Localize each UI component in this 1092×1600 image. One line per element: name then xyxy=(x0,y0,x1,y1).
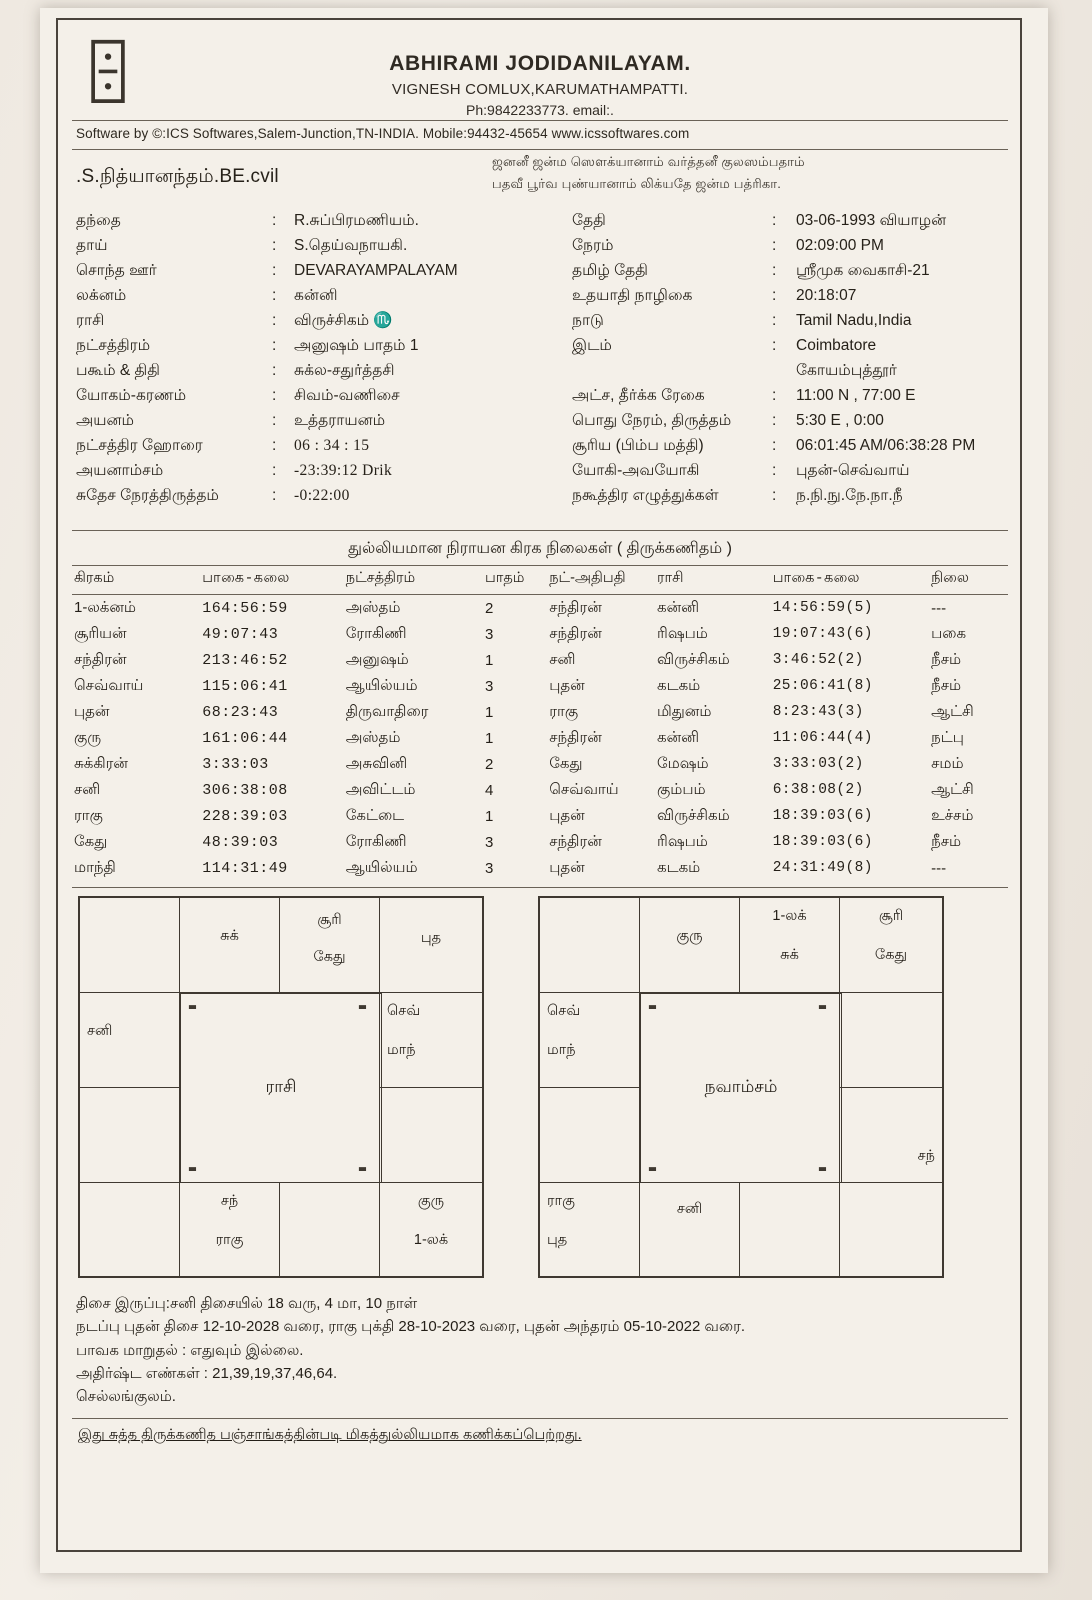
detail-colon: : xyxy=(272,487,277,504)
cell-planet: சந்திரன் xyxy=(74,650,127,668)
rasi-cell-4: புத xyxy=(379,897,483,993)
rasi-cell-9-line1: சந் xyxy=(220,1193,239,1209)
rasi-cell-3-line2: கேது xyxy=(313,949,346,966)
col-header-rasi-degree: பாகை-கலை xyxy=(772,570,860,587)
detail-label-father: தந்தை xyxy=(76,212,121,229)
navamsam-cell-12-line2: மாந் xyxy=(547,1042,576,1059)
detail-colon: : xyxy=(772,387,777,404)
navamsam-cell-6: சந் xyxy=(839,1087,943,1183)
cell-pada: 3 xyxy=(485,677,494,695)
software-credit: Software by ©:ICS Softwares,Salem-Junction,TN-INDIA. Mobile:94432-45654 www.icssoftwares.com xyxy=(76,126,690,141)
cell-planet: மாந்தி xyxy=(74,858,116,876)
cell-status: --- xyxy=(931,599,947,617)
cell-star: அஸ்தம் xyxy=(345,598,401,616)
rasi-chart xyxy=(78,896,484,1278)
detail-label-rasi: ராசி xyxy=(76,312,105,329)
table-row xyxy=(72,751,1008,777)
detail-colon: : xyxy=(772,437,777,454)
cell-star-lord: புதன் xyxy=(549,858,585,876)
rasi-cell-7-line1: குரு xyxy=(417,1193,445,1209)
rasi-cell-9-line2: ராகு xyxy=(215,1232,244,1249)
cell-rasi: விருச்சிகம் xyxy=(657,650,730,668)
cell-star-lord: புதன் xyxy=(549,676,585,694)
detail-value-yogi-avayogi: புதன்-செவ்வாய் xyxy=(796,462,910,479)
navamsam-cell-11 xyxy=(539,1087,640,1183)
cell-rasi: கன்னி xyxy=(657,598,700,616)
cell-planet: சூரியன் xyxy=(74,624,127,642)
detail-colon: : xyxy=(272,262,277,279)
col-header-star: நட்சத்திரம் xyxy=(345,570,416,586)
detail-label-yogam-karanam: யோகம்-கரணம் xyxy=(76,387,187,404)
shop-contact: Ph:9842233773. email:. xyxy=(466,102,614,118)
rasi-chart-center-label: ராசி xyxy=(265,1077,297,1096)
cell-status: ஆட்சி xyxy=(931,702,974,720)
detail-value-natchathiram: அனுஷம் பாதம் 1 xyxy=(294,337,419,354)
rasi-cell-5-line2: மாந் xyxy=(387,1042,416,1059)
detail-label-native-place: சொந்த ஊர் xyxy=(76,262,157,279)
shop-subtitle: VIGNESH COMLUX,KARUMATHAMPATTI. xyxy=(391,81,689,98)
cell-status: ஆட்சி xyxy=(931,780,974,798)
table-row xyxy=(72,777,1008,803)
detail-colon: : xyxy=(772,337,777,354)
birth-details xyxy=(72,208,1008,528)
detail-value-lagnam: கன்னி xyxy=(294,287,338,304)
ornament-corner-icon: ╸ xyxy=(359,994,373,1020)
rasi-cell-11 xyxy=(79,1087,180,1183)
cell-degree: 48:39:03 xyxy=(202,833,279,851)
rasi-cell-3 xyxy=(279,897,380,993)
detail-value-local-time-correction: -0:22:00 xyxy=(294,487,350,504)
detail-label-natchathiram: நட்சத்திரம் xyxy=(76,337,151,354)
cell-star: ஆயில்யம் xyxy=(345,676,418,694)
rasi-cell-7-line2: 1-லக் xyxy=(413,1232,449,1249)
cell-rasi: கும்பம் xyxy=(657,780,706,798)
navamsam-chart-center-label: நவாம்சம் xyxy=(704,1077,778,1096)
navamsam-cell-9: சனி xyxy=(639,1182,740,1278)
cell-star-lord: புதன் xyxy=(549,806,585,824)
detail-value-yogam-karanam: சிவம்-வணிசை xyxy=(294,387,400,404)
planet-positions-section xyxy=(72,530,1008,888)
rasi-cell-6 xyxy=(379,1087,483,1183)
detail-value-date: 03-06-1993 வியாழன் xyxy=(796,212,947,229)
navamsam-cell-8 xyxy=(739,1182,840,1278)
cell-rasi: கன்னி xyxy=(657,728,700,746)
table-row xyxy=(72,855,1008,881)
detail-value-sunrise-sunset: 06:01:45 AM/06:38:28 PM xyxy=(796,437,976,454)
ornament-corner-icon: ╸ xyxy=(649,994,663,1020)
detail-colon: : xyxy=(272,362,277,379)
lucky-numbers-line: அதிர்ஷ்ட எண்கள் : 21,39,19,37,46,64. xyxy=(76,1364,338,1382)
table-row xyxy=(72,725,1008,751)
detail-value-paksham-thithi: சுக்ல-சதுர்த்தசி xyxy=(294,362,395,379)
extra-line: செல்லங்குலம். xyxy=(76,1388,176,1405)
navamsam-cell-1 xyxy=(539,897,640,993)
detail-colon: : xyxy=(772,462,777,479)
cell-pada: 2 xyxy=(485,599,494,617)
detail-colon: : xyxy=(772,287,777,304)
dasa-balance-line: திசை இருப்பு:சனி திசையில் 18 வரு, 4 மா, 10 நாள் xyxy=(76,1295,418,1312)
rasi-cell-1 xyxy=(79,897,180,993)
rasi-cell-2: சுக் xyxy=(179,897,280,993)
cell-star-lord: சந்திரன் xyxy=(549,728,602,746)
ornament-corner-icon: ╸ xyxy=(189,994,203,1020)
cell-status: நீசம் xyxy=(931,650,962,668)
current-dasa-line: நடப்பு புதன் திசை 12-10-2028 வரை, ராகு புக்தி 28-10-2023 வரை, புதன் அந்தரம் 05-10-2022 வரை. xyxy=(76,1318,745,1336)
document-header xyxy=(72,30,1008,116)
invocation-line-2: பதவீ பூர்வ புண்யானாம் லிக்யதே ஜன்ம பத்ரிகா. xyxy=(492,176,782,191)
cell-degree: 3:33:03 xyxy=(202,755,269,773)
col-header-degree: பாகை-கலை xyxy=(202,570,290,587)
detail-label-natchathira-horai: நட்சத்திர ஹோரை xyxy=(76,437,203,454)
planet-table-title: துல்லியமான நிராயன கிரக நிலைகள் ( திருக்கணிதம் ) xyxy=(348,540,732,557)
table-row xyxy=(72,699,1008,725)
paper-sheet xyxy=(40,8,1048,1573)
charts-section xyxy=(72,896,1008,1286)
cell-rasi-degree: 18:39:03(6) xyxy=(772,834,873,850)
cell-rasi-degree: 14:56:59(5) xyxy=(772,600,873,616)
cell-star: கேட்டை xyxy=(345,806,405,824)
detail-colon: : xyxy=(272,312,277,329)
cell-rasi: ரிஷபம் xyxy=(657,832,708,850)
detail-colon: : xyxy=(272,337,277,354)
detail-colon: : xyxy=(772,212,777,229)
table-row xyxy=(72,621,1008,647)
cell-rasi-degree: 3:46:52(2) xyxy=(772,652,864,668)
detail-label-lagnam: லக்னம் xyxy=(76,287,127,304)
detail-label-natchathira-letters: நகூத்திர எழுத்துக்கள் xyxy=(572,487,719,504)
detail-value-udhayadhi-nazhigai: 20:18:07 xyxy=(796,287,857,304)
navamsam-cell-5 xyxy=(839,992,943,1088)
detail-label-yogi-avayogi: யோகி-அவயோகி xyxy=(572,462,700,479)
bhava-change-line: பாவக மாறுதல் : எதுவும் இல்லை. xyxy=(76,1341,304,1359)
detail-colon: : xyxy=(772,262,777,279)
detail-label-ayanamsam: அயனாம்சம் xyxy=(76,462,164,479)
dasa-summary xyxy=(72,1292,1008,1408)
detail-colon: : xyxy=(272,412,277,429)
ornament-corner-icon: ╸ xyxy=(819,994,833,1020)
rasi-cell-7 xyxy=(379,1182,483,1278)
cell-star-lord: சந்திரன் xyxy=(549,598,602,616)
detail-value-tamil-date: ஸ்ரீமுக வைகாசி-21 xyxy=(796,262,930,279)
detail-label-udhayadhi-nazhigai: உதயாதி நாழிகை xyxy=(572,287,693,304)
cell-pada: 2 xyxy=(485,755,494,773)
cell-degree: 68:23:43 xyxy=(202,703,279,721)
detail-label-time: நேரம் xyxy=(572,237,614,254)
cell-pada: 1 xyxy=(485,703,494,721)
page-border xyxy=(56,18,1022,1552)
cell-status: சமம் xyxy=(931,754,964,772)
navamsam-cell-7 xyxy=(839,1182,943,1278)
cell-star: அசுவினி xyxy=(345,754,408,772)
cell-star: ஆயில்யம் xyxy=(345,858,418,876)
navamsam-cell-12 xyxy=(539,992,640,1088)
detail-colon: : xyxy=(272,212,277,229)
cell-pada: 1 xyxy=(485,807,494,825)
cell-degree: 306:38:08 xyxy=(202,781,288,799)
detail-value-natchathira-horai: 06 : 34 : 15 xyxy=(294,437,370,454)
cell-planet: சுக்கிரன் xyxy=(74,754,128,772)
navamsam-cell-4-line1: சூரி xyxy=(878,908,904,924)
rasi-cell-10 xyxy=(79,1182,180,1278)
detail-colon: : xyxy=(272,437,277,454)
cell-pada: 1 xyxy=(485,651,494,669)
ornament-corner-icon: ╸ xyxy=(819,1156,833,1182)
cell-degree: 228:39:03 xyxy=(202,807,288,825)
detail-colon: : xyxy=(272,237,277,254)
cell-rasi-degree: 11:06:44(4) xyxy=(772,730,873,746)
rasi-cell-8 xyxy=(279,1182,380,1278)
cell-star: அனுஷம் xyxy=(345,650,409,668)
cell-pada: 3 xyxy=(485,833,494,851)
rasi-cell-12: சனி xyxy=(79,992,180,1088)
cell-degree: 115:06:41 xyxy=(202,677,288,695)
cell-planet: குரு xyxy=(74,728,102,746)
cell-status: நீசம் xyxy=(931,832,962,850)
cell-rasi: விருச்சிகம் xyxy=(657,806,730,824)
cell-star: அவிட்டம் xyxy=(345,780,416,798)
cell-star-lord: கேது xyxy=(549,754,583,772)
detail-colon: : xyxy=(772,412,777,429)
invocation-block xyxy=(72,150,1008,208)
cell-planet: சனி xyxy=(74,780,101,798)
detail-value-native-place: DEVARAYAMPALAYAM xyxy=(294,262,458,279)
table-row xyxy=(72,595,1008,622)
detail-label-local-time-correction: சுதேச நேரத்திருத்தம் xyxy=(76,487,219,504)
detail-value-natchathira-letters: ந.நி.நு.நே.நா.நீ xyxy=(796,487,903,504)
cell-status: --- xyxy=(931,859,947,877)
detail-value-father: R.சுப்பிரமணியம். xyxy=(294,212,419,229)
rasi-chart-center xyxy=(180,993,382,1183)
detail-colon: : xyxy=(272,287,277,304)
cell-star-lord: செவ்வாய் xyxy=(549,780,619,798)
cell-rasi: ரிஷபம் xyxy=(657,624,708,642)
cell-planet: கேது xyxy=(74,832,108,850)
ornament-corner-icon: ╸ xyxy=(649,1156,663,1182)
table-header-row xyxy=(72,566,1008,595)
navamsam-cell-2: குரு xyxy=(639,897,740,993)
navamsam-cell-3-line1: 1-லக் xyxy=(772,908,807,924)
detail-label-lat-long: அட்ச, தீர்க்க ரேகை xyxy=(572,387,705,404)
rasi-cell-3-line1: சூரி xyxy=(317,912,342,928)
cell-degree: 164:56:59 xyxy=(202,599,288,617)
cell-star-lord: சந்திரன் xyxy=(549,832,602,850)
table-row xyxy=(72,673,1008,699)
cell-rasi: கடகம் xyxy=(657,676,701,694)
rasi-cell-5-line1: செவ் xyxy=(387,1003,421,1019)
detail-label-tamil-date: தமிழ் தேதி xyxy=(572,262,648,279)
planet-positions-table xyxy=(72,566,1008,881)
cell-star-lord: சனி xyxy=(549,650,576,668)
cell-rasi-degree: 8:23:43(3) xyxy=(772,704,864,720)
ornament-corner-icon: ╸ xyxy=(189,1156,203,1182)
detail-value-standard-time: 5:30 E , 0:00 xyxy=(796,412,884,429)
cell-star-lord: ராகு xyxy=(549,702,579,720)
cell-planet: ராகு xyxy=(74,806,103,824)
rasi-cell-9 xyxy=(179,1182,280,1278)
rasi-cell-5 xyxy=(379,992,483,1088)
detail-colon: : xyxy=(772,487,777,504)
cell-pada: 4 xyxy=(485,781,494,799)
detail-colon: : xyxy=(272,387,277,404)
detail-label-mother: தாய் xyxy=(76,237,108,254)
navamsam-cell-10-line2: புத xyxy=(547,1232,568,1249)
detail-value-lat-long: 11:00 N , 77:00 E xyxy=(796,387,916,404)
person-name: .S.நித்யானந்தம்.BE.cvil xyxy=(76,166,279,187)
detail-label-sunrise-sunset: சூரிய (பிம்ப மத்தி) xyxy=(572,437,704,454)
detail-colon: : xyxy=(772,237,777,254)
detail-value-country: Tamil Nadu,India xyxy=(796,312,912,329)
cell-planet: புதன் xyxy=(74,702,110,720)
cell-pada: 1 xyxy=(485,729,494,747)
detail-value-rasi: விருச்சிகம் ♏ xyxy=(294,312,393,329)
detail-label-date: தேதி xyxy=(572,212,606,229)
cell-rasi: மேஷம் xyxy=(657,754,709,772)
cell-rasi-degree: 6:38:08(2) xyxy=(772,782,864,798)
invocation-line-1: ஜனனீ ஜன்ம ஸெளக்யானாம் வர்த்தனீ குலஸம்பதாம் xyxy=(492,154,805,169)
cell-planet: செவ்வாய் xyxy=(74,676,144,694)
cell-status: நீசம் xyxy=(931,676,962,694)
col-header-status: நிலை xyxy=(931,570,969,586)
detail-label-standard-time: பொது நேரம், திருத்தம் xyxy=(572,412,732,429)
cell-star: ரோகிணி xyxy=(345,624,407,642)
cell-rasi-degree: 18:39:03(6) xyxy=(772,808,873,824)
cell-planet: 1-லக்னம் xyxy=(74,598,136,616)
navamsam-cell-3-line2: சுக் xyxy=(780,947,799,964)
col-header-rasi: ராசி xyxy=(657,570,684,586)
cell-pada: 3 xyxy=(485,859,494,877)
detail-value-ayanamsam: -23:39:12 Drik xyxy=(294,462,393,479)
navamsam-chart xyxy=(538,896,944,1278)
cell-star-lord: சந்திரன் xyxy=(549,624,602,642)
detail-value-time: 02:09:00 PM xyxy=(796,237,884,254)
cell-status: நட்பு xyxy=(931,728,964,746)
table-row xyxy=(72,647,1008,673)
ornament-corner-icon: ╸ xyxy=(359,1156,373,1182)
cell-pada: 3 xyxy=(485,625,494,643)
footer-divider xyxy=(72,1418,1008,1419)
navamsam-cell-12-line1: செவ் xyxy=(547,1003,581,1019)
detail-label-ayanam: அயனம் xyxy=(76,412,135,429)
shop-title: ABHIRAMI JODIDANILAYAM. xyxy=(389,52,691,75)
col-header-pada: பாதம் xyxy=(485,570,525,586)
table-row xyxy=(72,829,1008,855)
cell-status: பகை xyxy=(931,624,967,642)
detail-value-mother: S.தெய்வநாயகி. xyxy=(294,237,408,254)
cell-rasi-degree: 3:33:03(2) xyxy=(772,756,864,772)
detail-value-place: Coimbatore xyxy=(796,337,877,354)
ganesh-icon: 🁫 xyxy=(85,42,130,102)
col-header-star-lord: நட்-அதிபதி xyxy=(549,570,626,586)
detail-colon: : xyxy=(772,312,777,329)
navamsam-cell-4-line2: கேது xyxy=(874,947,908,964)
navamsam-cell-10-line1: ராகு xyxy=(547,1193,575,1209)
cell-star: ரோகிணி xyxy=(345,832,407,850)
detail-value-ayanam: உத்தராயனம் xyxy=(294,412,386,429)
cell-rasi-degree: 19:07:43(6) xyxy=(772,626,873,642)
cell-rasi-degree: 25:06:41(8) xyxy=(772,678,873,694)
detail-label-paksham-thithi: பகூம் & திதி xyxy=(76,362,160,379)
navamsam-cell-10 xyxy=(539,1182,640,1278)
col-header-planet: கிரகம் xyxy=(74,570,115,586)
cell-degree: 161:06:44 xyxy=(202,729,288,747)
cell-star: அஸ்தம் xyxy=(345,728,401,746)
table-row xyxy=(72,803,1008,829)
cell-star: திருவாதிரை xyxy=(345,702,429,720)
accuracy-note: இது சுத்த திருக்கணித பஞ்சாங்கத்தின்படி மிகத்துல்லியமாக கணிக்கப்பெற்றது. xyxy=(78,1427,582,1444)
cell-rasi-degree: 24:31:49(8) xyxy=(772,860,873,876)
cell-degree: 49:07:43 xyxy=(202,625,279,643)
detail-value-place-tamil: கோயம்புத்தூர் xyxy=(796,362,897,379)
cell-rasi: மிதுனம் xyxy=(657,702,712,720)
cell-rasi: கடகம் xyxy=(657,858,701,876)
cell-status: உச்சம் xyxy=(931,806,974,824)
detail-label-place: இடம் xyxy=(572,337,612,354)
navamsam-cell-4 xyxy=(839,897,943,993)
detail-label-country: நாடு xyxy=(572,312,604,329)
navamsam-cell-3 xyxy=(739,897,840,993)
detail-colon: : xyxy=(272,462,277,479)
cell-degree: 114:31:49 xyxy=(202,859,288,877)
navamsam-chart-center xyxy=(640,993,842,1183)
cell-degree: 213:46:52 xyxy=(202,651,288,669)
